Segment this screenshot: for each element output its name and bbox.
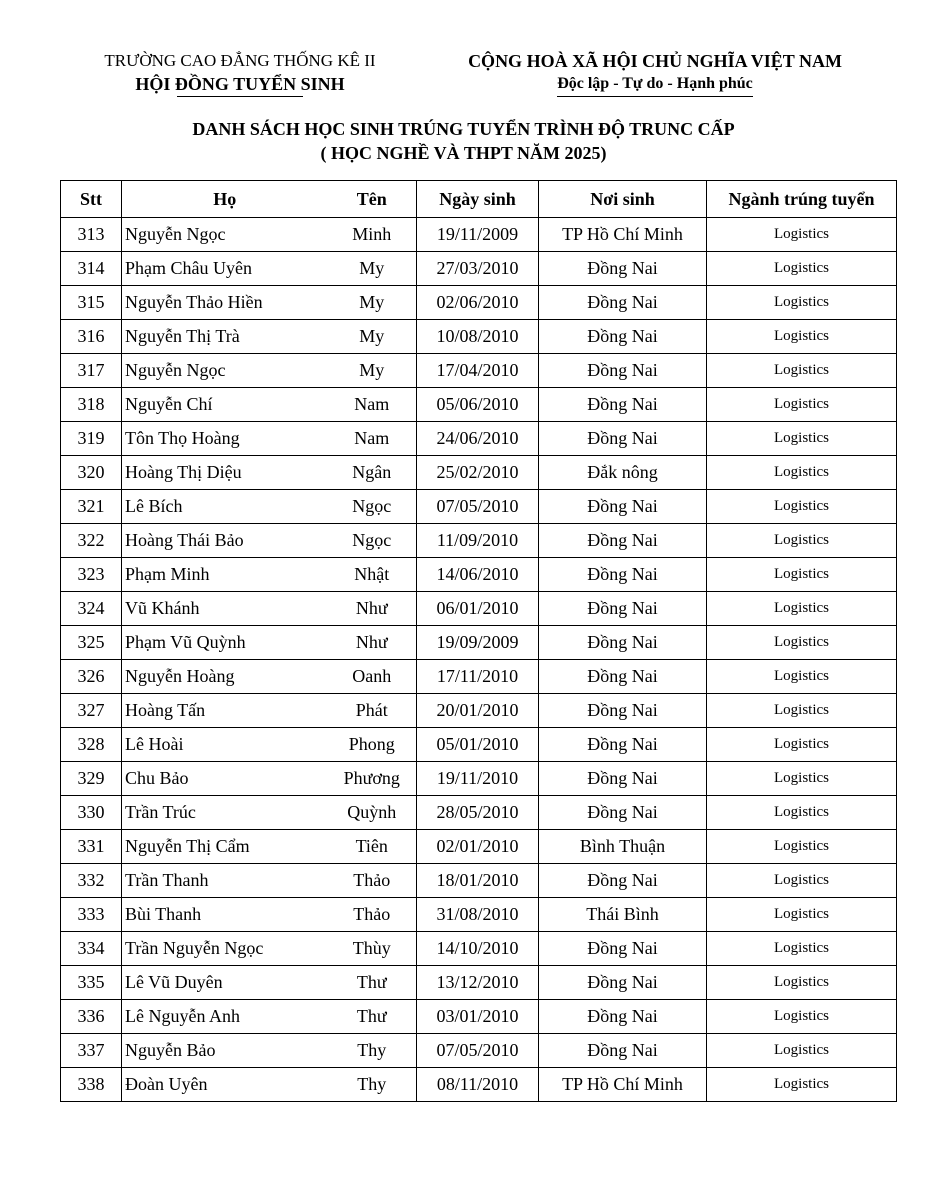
cell-nganh: Logistics bbox=[707, 456, 897, 490]
table-row bbox=[61, 966, 897, 1000]
cell-nganh: Logistics bbox=[707, 796, 897, 830]
cell-nganh: Logistics bbox=[707, 626, 897, 660]
cell-ten: Phương bbox=[328, 762, 417, 796]
cell-nganh: Logistics bbox=[707, 558, 897, 592]
cell-noi-sinh: Đồng Nai bbox=[539, 728, 707, 762]
cell-ten: Phong bbox=[328, 728, 417, 762]
admitted-students-table bbox=[60, 180, 897, 1102]
header-noi-sinh: Nơi sinh bbox=[539, 181, 707, 218]
cell-stt: 317 bbox=[61, 354, 122, 388]
cell-nganh: Logistics bbox=[707, 252, 897, 286]
cell-noi-sinh: Đồng Nai bbox=[539, 354, 707, 388]
cell-noi-sinh: Đồng Nai bbox=[539, 660, 707, 694]
cell-ngay-sinh: 27/03/2010 bbox=[417, 252, 539, 286]
cell-ngay-sinh: 19/11/2009 bbox=[417, 218, 539, 252]
cell-ten: Nam bbox=[328, 422, 417, 456]
cell-nganh: Logistics bbox=[707, 354, 897, 388]
cell-noi-sinh: Đồng Nai bbox=[539, 864, 707, 898]
cell-ho: Bùi Thanh bbox=[122, 898, 328, 932]
table-row bbox=[61, 524, 897, 558]
national-motto: Độc lập - Tự do - Hạnh phúc bbox=[557, 72, 753, 97]
cell-ho: Phạm Minh bbox=[122, 558, 328, 592]
cell-ngay-sinh: 08/11/2010 bbox=[417, 1068, 539, 1102]
cell-noi-sinh: Đồng Nai bbox=[539, 422, 707, 456]
nation-name: CỘNG HOÀ XÃ HỘI CHỦ NGHĨA VIỆT NAM bbox=[468, 51, 842, 71]
cell-ten: Nhật bbox=[328, 558, 417, 592]
cell-nganh: Logistics bbox=[707, 898, 897, 932]
cell-noi-sinh: Đồng Nai bbox=[539, 252, 707, 286]
cell-ngay-sinh: 06/01/2010 bbox=[417, 592, 539, 626]
table-row bbox=[61, 252, 897, 286]
cell-nganh: Logistics bbox=[707, 490, 897, 524]
cell-stt: 314 bbox=[61, 252, 122, 286]
cell-stt: 325 bbox=[61, 626, 122, 660]
cell-noi-sinh: Đồng Nai bbox=[539, 558, 707, 592]
cell-ho: Lê Nguyễn Anh bbox=[122, 1000, 328, 1034]
cell-noi-sinh: Đồng Nai bbox=[539, 1000, 707, 1034]
header-ho: Họ bbox=[122, 181, 328, 218]
cell-nganh: Logistics bbox=[707, 830, 897, 864]
cell-ngay-sinh: 10/08/2010 bbox=[417, 320, 539, 354]
cell-nganh: Logistics bbox=[707, 1000, 897, 1034]
cell-nganh: Logistics bbox=[707, 592, 897, 626]
cell-nganh: Logistics bbox=[707, 694, 897, 728]
table-row bbox=[61, 898, 897, 932]
table-row bbox=[61, 320, 897, 354]
cell-nganh: Logistics bbox=[707, 286, 897, 320]
title-line-2: ( HỌC NGHỀ VÀ THPT NĂM 2025) bbox=[320, 143, 607, 163]
cell-stt: 316 bbox=[61, 320, 122, 354]
header-stt: Stt bbox=[61, 181, 122, 218]
cell-stt: 328 bbox=[61, 728, 122, 762]
table-row bbox=[61, 388, 897, 422]
cell-noi-sinh: Đồng Nai bbox=[539, 932, 707, 966]
cell-nganh: Logistics bbox=[707, 1068, 897, 1102]
cell-noi-sinh: Đồng Nai bbox=[539, 490, 707, 524]
cell-ten: Thy bbox=[328, 1068, 417, 1102]
admissions-council: HỘI ĐỒNG TUYỂN SINH bbox=[135, 74, 345, 94]
header-nganh: Ngành trúng tuyển bbox=[707, 181, 897, 218]
cell-stt: 332 bbox=[61, 864, 122, 898]
table-row bbox=[61, 694, 897, 728]
table-row bbox=[61, 626, 897, 660]
cell-ngay-sinh: 20/01/2010 bbox=[417, 694, 539, 728]
cell-ho: Lê Vũ Duyên bbox=[122, 966, 328, 1000]
cell-stt: 322 bbox=[61, 524, 122, 558]
cell-ngay-sinh: 02/01/2010 bbox=[417, 830, 539, 864]
cell-ho: Nguyễn Bảo bbox=[122, 1034, 328, 1068]
cell-ho: Hoàng Tấn bbox=[122, 694, 328, 728]
cell-ngay-sinh: 02/06/2010 bbox=[417, 286, 539, 320]
cell-ho: Tôn Thọ Hoàng bbox=[122, 422, 328, 456]
table-row bbox=[61, 796, 897, 830]
cell-nganh: Logistics bbox=[707, 524, 897, 558]
table-row bbox=[61, 1068, 897, 1102]
cell-nganh: Logistics bbox=[707, 218, 897, 252]
cell-ten: Thy bbox=[328, 1034, 417, 1068]
cell-ho: Lê Bích bbox=[122, 490, 328, 524]
table-row bbox=[61, 422, 897, 456]
cell-noi-sinh: Đồng Nai bbox=[539, 626, 707, 660]
cell-stt: 330 bbox=[61, 796, 122, 830]
table-row bbox=[61, 830, 897, 864]
cell-stt: 321 bbox=[61, 490, 122, 524]
cell-ngay-sinh: 24/06/2010 bbox=[417, 422, 539, 456]
cell-ho: Hoàng Thị Diệu bbox=[122, 456, 328, 490]
header-ten: Tên bbox=[328, 181, 417, 218]
cell-ho: Nguyễn Thị Cẩm bbox=[122, 830, 328, 864]
cell-nganh: Logistics bbox=[707, 728, 897, 762]
cell-noi-sinh: Đồng Nai bbox=[539, 286, 707, 320]
header-ngay-sinh: Ngày sinh bbox=[417, 181, 539, 218]
council-underline bbox=[177, 96, 303, 97]
school-name: TRƯỜNG CAO ĐẲNG THỐNG KÊ II bbox=[104, 51, 376, 70]
cell-ngay-sinh: 05/06/2010 bbox=[417, 388, 539, 422]
table-row bbox=[61, 660, 897, 694]
cell-noi-sinh: Đồng Nai bbox=[539, 1034, 707, 1068]
cell-stt: 338 bbox=[61, 1068, 122, 1102]
cell-stt: 323 bbox=[61, 558, 122, 592]
cell-nganh: Logistics bbox=[707, 932, 897, 966]
cell-stt: 326 bbox=[61, 660, 122, 694]
table-row bbox=[61, 762, 897, 796]
cell-ten: Thùy bbox=[328, 932, 417, 966]
cell-ngay-sinh: 19/11/2010 bbox=[417, 762, 539, 796]
document-title bbox=[0, 117, 927, 165]
school-header bbox=[80, 50, 400, 97]
cell-noi-sinh: Đồng Nai bbox=[539, 320, 707, 354]
cell-ten: My bbox=[328, 320, 417, 354]
cell-noi-sinh: Đồng Nai bbox=[539, 524, 707, 558]
cell-ho: Trần Nguyễn Ngọc bbox=[122, 932, 328, 966]
cell-ngay-sinh: 14/10/2010 bbox=[417, 932, 539, 966]
cell-ten: Oanh bbox=[328, 660, 417, 694]
cell-nganh: Logistics bbox=[707, 762, 897, 796]
cell-ten: Nam bbox=[328, 388, 417, 422]
cell-nganh: Logistics bbox=[707, 660, 897, 694]
table-row bbox=[61, 864, 897, 898]
cell-stt: 335 bbox=[61, 966, 122, 1000]
cell-ngay-sinh: 13/12/2010 bbox=[417, 966, 539, 1000]
cell-ngay-sinh: 31/08/2010 bbox=[417, 898, 539, 932]
cell-ten: Ngọc bbox=[328, 490, 417, 524]
cell-ten: My bbox=[328, 252, 417, 286]
cell-ten: My bbox=[328, 354, 417, 388]
cell-noi-sinh: Đồng Nai bbox=[539, 592, 707, 626]
cell-ngay-sinh: 07/05/2010 bbox=[417, 490, 539, 524]
table-row bbox=[61, 932, 897, 966]
cell-ten: Thư bbox=[328, 1000, 417, 1034]
cell-ho: Trần Trúc bbox=[122, 796, 328, 830]
cell-ten: Như bbox=[328, 592, 417, 626]
table-row bbox=[61, 354, 897, 388]
cell-ngay-sinh: 28/05/2010 bbox=[417, 796, 539, 830]
title-line-1: DANH SÁCH HỌC SINH TRÚNG TUYỂN TRÌNH ĐỘ TRUNC CẤP bbox=[192, 119, 735, 139]
cell-ho: Nguyễn Hoàng bbox=[122, 660, 328, 694]
cell-ngay-sinh: 18/01/2010 bbox=[417, 864, 539, 898]
cell-ten: Thư bbox=[328, 966, 417, 1000]
nation-header bbox=[440, 50, 870, 97]
table-row bbox=[61, 728, 897, 762]
cell-ho: Trần Thanh bbox=[122, 864, 328, 898]
cell-ten: Tiên bbox=[328, 830, 417, 864]
cell-nganh: Logistics bbox=[707, 320, 897, 354]
cell-ho: Nguyễn Chí bbox=[122, 388, 328, 422]
cell-ho: Phạm Vũ Quỳnh bbox=[122, 626, 328, 660]
cell-noi-sinh: TP Hồ Chí Minh bbox=[539, 1068, 707, 1102]
cell-noi-sinh: Đồng Nai bbox=[539, 762, 707, 796]
table-row bbox=[61, 1034, 897, 1068]
table-row bbox=[61, 286, 897, 320]
cell-stt: 337 bbox=[61, 1034, 122, 1068]
table-header-row bbox=[61, 181, 897, 218]
cell-stt: 327 bbox=[61, 694, 122, 728]
cell-ten: Ngân bbox=[328, 456, 417, 490]
cell-stt: 319 bbox=[61, 422, 122, 456]
cell-noi-sinh: Đắk nông bbox=[539, 456, 707, 490]
cell-nganh: Logistics bbox=[707, 422, 897, 456]
cell-ten: Như bbox=[328, 626, 417, 660]
cell-noi-sinh: Bình Thuận bbox=[539, 830, 707, 864]
cell-stt: 324 bbox=[61, 592, 122, 626]
cell-ten: Thảo bbox=[328, 898, 417, 932]
cell-noi-sinh: Đồng Nai bbox=[539, 796, 707, 830]
cell-stt: 336 bbox=[61, 1000, 122, 1034]
cell-ngay-sinh: 17/04/2010 bbox=[417, 354, 539, 388]
table-row bbox=[61, 558, 897, 592]
cell-ho: Nguyễn Thị Trà bbox=[122, 320, 328, 354]
cell-stt: 331 bbox=[61, 830, 122, 864]
cell-stt: 320 bbox=[61, 456, 122, 490]
cell-noi-sinh: Thái Bình bbox=[539, 898, 707, 932]
cell-ho: Nguyễn Thảo Hiền bbox=[122, 286, 328, 320]
cell-stt: 318 bbox=[61, 388, 122, 422]
table-row bbox=[61, 218, 897, 252]
cell-ngay-sinh: 14/06/2010 bbox=[417, 558, 539, 592]
table-body bbox=[61, 218, 897, 1102]
cell-ngay-sinh: 11/09/2010 bbox=[417, 524, 539, 558]
cell-stt: 334 bbox=[61, 932, 122, 966]
cell-ten: My bbox=[328, 286, 417, 320]
cell-noi-sinh: Đồng Nai bbox=[539, 694, 707, 728]
cell-stt: 333 bbox=[61, 898, 122, 932]
cell-noi-sinh: Đồng Nai bbox=[539, 388, 707, 422]
cell-ngay-sinh: 07/05/2010 bbox=[417, 1034, 539, 1068]
cell-stt: 329 bbox=[61, 762, 122, 796]
cell-ten: Quỳnh bbox=[328, 796, 417, 830]
cell-noi-sinh: Đồng Nai bbox=[539, 966, 707, 1000]
cell-ten: Ngọc bbox=[328, 524, 417, 558]
cell-ho: Đoàn Uyên bbox=[122, 1068, 328, 1102]
cell-ho: Phạm Châu Uyên bbox=[122, 252, 328, 286]
cell-nganh: Logistics bbox=[707, 864, 897, 898]
table-row bbox=[61, 456, 897, 490]
cell-ho: Nguyễn Ngọc bbox=[122, 218, 328, 252]
cell-ho: Vũ Khánh bbox=[122, 592, 328, 626]
cell-ho: Lê Hoài bbox=[122, 728, 328, 762]
cell-ho: Chu Bảo bbox=[122, 762, 328, 796]
cell-nganh: Logistics bbox=[707, 966, 897, 1000]
cell-nganh: Logistics bbox=[707, 388, 897, 422]
cell-noi-sinh: TP Hồ Chí Minh bbox=[539, 218, 707, 252]
cell-ho: Nguyễn Ngọc bbox=[122, 354, 328, 388]
cell-ngay-sinh: 17/11/2010 bbox=[417, 660, 539, 694]
cell-ten: Phát bbox=[328, 694, 417, 728]
table-row bbox=[61, 592, 897, 626]
cell-ngay-sinh: 19/09/2009 bbox=[417, 626, 539, 660]
cell-ngay-sinh: 25/02/2010 bbox=[417, 456, 539, 490]
cell-ngay-sinh: 05/01/2010 bbox=[417, 728, 539, 762]
cell-nganh: Logistics bbox=[707, 1034, 897, 1068]
table-row bbox=[61, 1000, 897, 1034]
cell-ho: Hoàng Thái Bảo bbox=[122, 524, 328, 558]
cell-stt: 315 bbox=[61, 286, 122, 320]
cell-ngay-sinh: 03/01/2010 bbox=[417, 1000, 539, 1034]
cell-ten: Thảo bbox=[328, 864, 417, 898]
cell-ten: Minh bbox=[328, 218, 417, 252]
cell-stt: 313 bbox=[61, 218, 122, 252]
table-row bbox=[61, 490, 897, 524]
